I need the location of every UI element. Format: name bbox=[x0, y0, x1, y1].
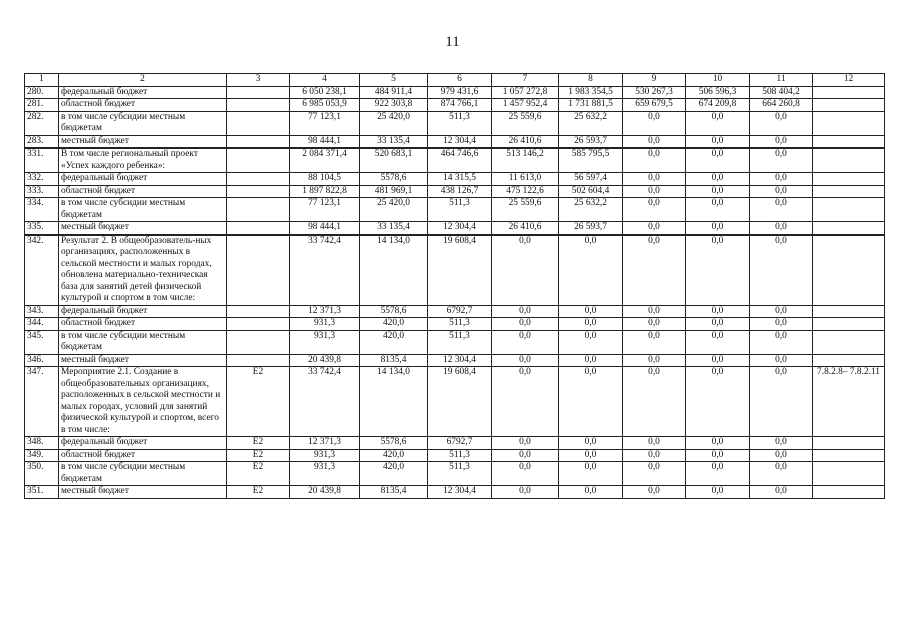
reference-cell bbox=[813, 185, 885, 198]
value-cell: 0,0 bbox=[559, 354, 623, 367]
value-cell: 659 679,5 bbox=[623, 99, 686, 112]
value-cell: 1 457 952,4 bbox=[492, 99, 559, 112]
row-number-cell: 350. bbox=[25, 462, 59, 486]
table-row bbox=[25, 185, 885, 198]
value-cell: 25 632,2 bbox=[559, 111, 623, 135]
reference-cell bbox=[813, 235, 885, 306]
reference-cell bbox=[813, 135, 885, 148]
value-cell: 77 123,1 bbox=[290, 198, 360, 222]
value-cell: 20 439,8 bbox=[290, 486, 360, 499]
value-cell: 0,0 bbox=[623, 173, 686, 186]
table-row bbox=[25, 198, 885, 222]
row-code-cell: Е2 bbox=[227, 462, 290, 486]
value-cell: 20 439,8 bbox=[290, 354, 360, 367]
value-cell: 1 731 881,5 bbox=[559, 99, 623, 112]
value-cell: 502 604,4 bbox=[559, 185, 623, 198]
row-code-cell bbox=[227, 173, 290, 186]
row-code-cell: Е2 bbox=[227, 486, 290, 499]
reference-cell: 7.8.2.8– 7.8.2.11 bbox=[813, 367, 885, 437]
row-code-cell: Е2 bbox=[227, 437, 290, 450]
value-cell: 12 304,4 bbox=[428, 222, 492, 235]
value-cell: 0,0 bbox=[686, 330, 750, 354]
value-cell: 931,3 bbox=[290, 318, 360, 331]
value-cell: 0,0 bbox=[750, 330, 813, 354]
value-cell: 0,0 bbox=[623, 449, 686, 462]
value-cell: 0,0 bbox=[623, 135, 686, 148]
value-cell: 88 104,5 bbox=[290, 173, 360, 186]
row-code-cell bbox=[227, 330, 290, 354]
value-cell: 6 985 053,9 bbox=[290, 99, 360, 112]
value-cell: 0,0 bbox=[623, 462, 686, 486]
row-number-cell: 346. bbox=[25, 354, 59, 367]
value-cell: 0,0 bbox=[750, 198, 813, 222]
row-number-cell: 335. bbox=[25, 222, 59, 235]
value-cell: 0,0 bbox=[623, 185, 686, 198]
row-code-cell: Е2 bbox=[227, 367, 290, 437]
value-cell: 0,0 bbox=[686, 367, 750, 437]
row-code-cell bbox=[227, 86, 290, 99]
value-cell: 98 444,1 bbox=[290, 222, 360, 235]
row-number-cell: 283. bbox=[25, 135, 59, 148]
value-cell: 0,0 bbox=[686, 198, 750, 222]
value-cell: 585 795,5 bbox=[559, 148, 623, 173]
row-number-cell: 333. bbox=[25, 185, 59, 198]
row-number-cell: 282. bbox=[25, 111, 59, 135]
value-cell: 0,0 bbox=[559, 330, 623, 354]
table-row bbox=[25, 99, 885, 112]
value-cell: 511,3 bbox=[428, 330, 492, 354]
value-cell: 513 146,2 bbox=[492, 148, 559, 173]
value-cell: 664 260,8 bbox=[750, 99, 813, 112]
value-cell: 26 593,7 bbox=[559, 222, 623, 235]
table-row bbox=[25, 235, 885, 306]
value-cell: 6792,7 bbox=[428, 305, 492, 318]
row-number-cell: 344. bbox=[25, 318, 59, 331]
table-row bbox=[25, 367, 885, 437]
value-cell: 420,0 bbox=[360, 462, 428, 486]
row-number-cell: 348. bbox=[25, 437, 59, 450]
header-row bbox=[25, 74, 885, 87]
value-cell: 5578,6 bbox=[360, 437, 428, 450]
table-row bbox=[25, 86, 885, 99]
value-cell: 56 597,4 bbox=[559, 173, 623, 186]
value-cell: 77 123,1 bbox=[290, 111, 360, 135]
value-cell: 0,0 bbox=[492, 486, 559, 499]
table-row bbox=[25, 449, 885, 462]
value-cell: 511,3 bbox=[428, 111, 492, 135]
value-cell: 931,3 bbox=[290, 449, 360, 462]
value-cell: 0,0 bbox=[492, 235, 559, 306]
value-cell: 14 315,5 bbox=[428, 173, 492, 186]
reference-cell bbox=[813, 462, 885, 486]
value-cell: 511,3 bbox=[428, 462, 492, 486]
row-code-cell bbox=[227, 354, 290, 367]
table-row bbox=[25, 318, 885, 331]
value-cell: 0,0 bbox=[559, 449, 623, 462]
reference-cell bbox=[813, 305, 885, 318]
value-cell: 12 304,4 bbox=[428, 354, 492, 367]
value-cell: 19 608,4 bbox=[428, 367, 492, 437]
reference-cell bbox=[813, 148, 885, 173]
value-cell: 0,0 bbox=[492, 462, 559, 486]
value-cell: 1 983 354,5 bbox=[559, 86, 623, 99]
table-row bbox=[25, 486, 885, 499]
value-cell: 8135,4 bbox=[360, 354, 428, 367]
reference-cell bbox=[813, 111, 885, 135]
value-cell: 511,3 bbox=[428, 449, 492, 462]
value-cell: 0,0 bbox=[686, 222, 750, 235]
row-name-cell: федеральный бюджет bbox=[59, 305, 227, 318]
value-cell: 0,0 bbox=[559, 486, 623, 499]
value-cell: 25 420,0 bbox=[360, 198, 428, 222]
value-cell: 26 410,6 bbox=[492, 135, 559, 148]
value-cell: 0,0 bbox=[686, 486, 750, 499]
row-name-cell: областной бюджет bbox=[59, 449, 227, 462]
row-code-cell bbox=[227, 111, 290, 135]
value-cell: 1 057 272,8 bbox=[492, 86, 559, 99]
value-cell: 14 134,0 bbox=[360, 235, 428, 306]
column-header: 4 bbox=[290, 74, 360, 87]
reference-cell bbox=[813, 99, 885, 112]
value-cell: 0,0 bbox=[750, 367, 813, 437]
value-cell: 506 596,3 bbox=[686, 86, 750, 99]
value-cell: 33 742,4 bbox=[290, 235, 360, 306]
value-cell: 33 135,4 bbox=[360, 222, 428, 235]
value-cell: 25 559,6 bbox=[492, 198, 559, 222]
row-name-cell: в том числе субсидии местным бюджетам bbox=[59, 462, 227, 486]
value-cell: 0,0 bbox=[686, 173, 750, 186]
value-cell: 2 084 371,4 bbox=[290, 148, 360, 173]
value-cell: 6792,7 bbox=[428, 437, 492, 450]
reference-cell bbox=[813, 437, 885, 450]
row-name-cell: областной бюджет bbox=[59, 99, 227, 112]
value-cell: 484 911,4 bbox=[360, 86, 428, 99]
row-number-cell: 345. bbox=[25, 330, 59, 354]
row-code-cell bbox=[227, 135, 290, 148]
row-name-cell: в том числе субсидии местным бюджетам bbox=[59, 330, 227, 354]
value-cell: 0,0 bbox=[750, 318, 813, 331]
value-cell: 475 122,6 bbox=[492, 185, 559, 198]
reference-cell bbox=[813, 86, 885, 99]
value-cell: 0,0 bbox=[686, 148, 750, 173]
column-header: 6 bbox=[428, 74, 492, 87]
value-cell: 0,0 bbox=[750, 185, 813, 198]
value-cell: 511,3 bbox=[428, 198, 492, 222]
value-cell: 98 444,1 bbox=[290, 135, 360, 148]
value-cell: 0,0 bbox=[686, 235, 750, 306]
value-cell: 0,0 bbox=[623, 330, 686, 354]
row-name-cell: В том числе региональный проект «Успех каждого ребенка»: bbox=[59, 148, 227, 173]
row-code-cell bbox=[227, 99, 290, 112]
row-name-cell: федеральный бюджет bbox=[59, 86, 227, 99]
value-cell: 11 613,0 bbox=[492, 173, 559, 186]
value-cell: 0,0 bbox=[750, 437, 813, 450]
value-cell: 6 050 238,1 bbox=[290, 86, 360, 99]
row-name-cell: областной бюджет bbox=[59, 185, 227, 198]
value-cell: 12 371,3 bbox=[290, 305, 360, 318]
row-number-cell: 343. bbox=[25, 305, 59, 318]
row-code-cell bbox=[227, 185, 290, 198]
value-cell: 0,0 bbox=[686, 462, 750, 486]
row-name-cell: в том числе субсидии местным бюджетам bbox=[59, 111, 227, 135]
row-number-cell: 332. bbox=[25, 173, 59, 186]
reference-cell bbox=[813, 222, 885, 235]
table-row bbox=[25, 437, 885, 450]
row-code-cell bbox=[227, 148, 290, 173]
value-cell: 0,0 bbox=[623, 198, 686, 222]
value-cell: 0,0 bbox=[750, 462, 813, 486]
value-cell: 0,0 bbox=[750, 135, 813, 148]
value-cell: 0,0 bbox=[750, 449, 813, 462]
value-cell: 931,3 bbox=[290, 462, 360, 486]
reference-cell bbox=[813, 449, 885, 462]
value-cell: 0,0 bbox=[623, 437, 686, 450]
column-header: 10 bbox=[686, 74, 750, 87]
value-cell: 0,0 bbox=[492, 330, 559, 354]
value-cell: 874 766,1 bbox=[428, 99, 492, 112]
value-cell: 0,0 bbox=[686, 185, 750, 198]
value-cell: 0,0 bbox=[623, 486, 686, 499]
row-code-cell: Е2 bbox=[227, 449, 290, 462]
column-header: 12 bbox=[813, 74, 885, 87]
table-row bbox=[25, 135, 885, 148]
value-cell: 0,0 bbox=[623, 354, 686, 367]
value-cell: 25 559,6 bbox=[492, 111, 559, 135]
page-number: 11 bbox=[445, 34, 460, 50]
value-cell: 0,0 bbox=[750, 305, 813, 318]
column-header: 11 bbox=[750, 74, 813, 87]
value-cell: 26 410,6 bbox=[492, 222, 559, 235]
table-row bbox=[25, 148, 885, 173]
value-cell: 0,0 bbox=[492, 367, 559, 437]
value-cell: 508 404,2 bbox=[750, 86, 813, 99]
reference-cell bbox=[813, 318, 885, 331]
value-cell: 0,0 bbox=[559, 462, 623, 486]
value-cell: 0,0 bbox=[750, 486, 813, 499]
value-cell: 420,0 bbox=[360, 330, 428, 354]
table-row bbox=[25, 173, 885, 186]
column-header: 3 bbox=[227, 74, 290, 87]
value-cell: 0,0 bbox=[750, 222, 813, 235]
value-cell: 0,0 bbox=[559, 235, 623, 306]
value-cell: 0,0 bbox=[686, 318, 750, 331]
row-code-cell bbox=[227, 318, 290, 331]
value-cell: 1 897 822,8 bbox=[290, 185, 360, 198]
value-cell: 0,0 bbox=[623, 367, 686, 437]
value-cell: 420,0 bbox=[360, 318, 428, 331]
value-cell: 0,0 bbox=[623, 305, 686, 318]
row-name-cell: федеральный бюджет bbox=[59, 437, 227, 450]
column-header: 9 bbox=[623, 74, 686, 87]
value-cell: 530 267,3 bbox=[623, 86, 686, 99]
value-cell: 25 632,2 bbox=[559, 198, 623, 222]
value-cell: 0,0 bbox=[750, 148, 813, 173]
value-cell: 0,0 bbox=[492, 354, 559, 367]
row-code-cell bbox=[227, 235, 290, 306]
value-cell: 0,0 bbox=[623, 235, 686, 306]
value-cell: 14 134,0 bbox=[360, 367, 428, 437]
value-cell: 0,0 bbox=[686, 111, 750, 135]
value-cell: 979 431,6 bbox=[428, 86, 492, 99]
value-cell: 438 126,7 bbox=[428, 185, 492, 198]
row-number-cell: 281. bbox=[25, 99, 59, 112]
value-cell: 0,0 bbox=[623, 222, 686, 235]
value-cell: 931,3 bbox=[290, 330, 360, 354]
row-name-cell: Результат 2. В общеобразователь-ных организациях, расположенных в сельской местности и малых городах, обновлена материально-техническая база для занятий детей физической культурой и спортом в том числе: bbox=[59, 235, 227, 306]
row-name-cell: Мероприятие 2.1. Создание в общеобразовательных организациях, расположенных в сельской местности и малых городах, условий для занятий физической культурой и спортом, всего в том числе: bbox=[59, 367, 227, 437]
table-row bbox=[25, 111, 885, 135]
value-cell: 0,0 bbox=[686, 437, 750, 450]
value-cell: 420,0 bbox=[360, 449, 428, 462]
table-row bbox=[25, 462, 885, 486]
value-cell: 0,0 bbox=[559, 305, 623, 318]
value-cell: 0,0 bbox=[686, 354, 750, 367]
table-row bbox=[25, 354, 885, 367]
row-name-cell: местный бюджет bbox=[59, 222, 227, 235]
value-cell: 0,0 bbox=[492, 437, 559, 450]
value-cell: 0,0 bbox=[492, 318, 559, 331]
value-cell: 0,0 bbox=[623, 148, 686, 173]
value-cell: 0,0 bbox=[750, 173, 813, 186]
value-cell: 0,0 bbox=[750, 235, 813, 306]
column-header: 8 bbox=[559, 74, 623, 87]
value-cell: 464 746,6 bbox=[428, 148, 492, 173]
table-row bbox=[25, 305, 885, 318]
value-cell: 5578,6 bbox=[360, 173, 428, 186]
value-cell: 12 304,4 bbox=[428, 135, 492, 148]
value-cell: 0,0 bbox=[686, 135, 750, 148]
value-cell: 0,0 bbox=[686, 449, 750, 462]
value-cell: 0,0 bbox=[750, 111, 813, 135]
column-header: 1 bbox=[25, 74, 59, 87]
value-cell: 8135,4 bbox=[360, 486, 428, 499]
value-cell: 0,0 bbox=[623, 318, 686, 331]
value-cell: 674 209,8 bbox=[686, 99, 750, 112]
row-number-cell: 349. bbox=[25, 449, 59, 462]
value-cell: 0,0 bbox=[492, 305, 559, 318]
value-cell: 33 135,4 bbox=[360, 135, 428, 148]
value-cell: 19 608,4 bbox=[428, 235, 492, 306]
value-cell: 0,0 bbox=[623, 111, 686, 135]
reference-cell bbox=[813, 330, 885, 354]
row-code-cell bbox=[227, 222, 290, 235]
row-name-cell: местный бюджет bbox=[59, 486, 227, 499]
column-header: 5 bbox=[360, 74, 428, 87]
row-number-cell: 347. bbox=[25, 367, 59, 437]
value-cell: 0,0 bbox=[559, 367, 623, 437]
value-cell: 520 683,1 bbox=[360, 148, 428, 173]
reference-cell bbox=[813, 198, 885, 222]
reference-cell bbox=[813, 173, 885, 186]
row-number-cell: 351. bbox=[25, 486, 59, 499]
row-name-cell: областной бюджет bbox=[59, 318, 227, 331]
value-cell: 12 304,4 bbox=[428, 486, 492, 499]
column-header: 2 bbox=[59, 74, 227, 87]
value-cell: 922 303,8 bbox=[360, 99, 428, 112]
row-name-cell: в том числе субсидии местным бюджетам bbox=[59, 198, 227, 222]
value-cell: 25 420,0 bbox=[360, 111, 428, 135]
row-name-cell: федеральный бюджет bbox=[59, 173, 227, 186]
column-header: 7 bbox=[492, 74, 559, 87]
value-cell: 0,0 bbox=[492, 449, 559, 462]
row-number-cell: 280. bbox=[25, 86, 59, 99]
reference-cell bbox=[813, 486, 885, 499]
row-number-cell: 342. bbox=[25, 235, 59, 306]
value-cell: 511,3 bbox=[428, 318, 492, 331]
value-cell: 5578,6 bbox=[360, 305, 428, 318]
budget-table bbox=[24, 73, 885, 499]
row-number-cell: 334. bbox=[25, 198, 59, 222]
value-cell: 33 742,4 bbox=[290, 367, 360, 437]
row-number-cell: 331. bbox=[25, 148, 59, 173]
row-code-cell bbox=[227, 305, 290, 318]
value-cell: 12 371,3 bbox=[290, 437, 360, 450]
value-cell: 481 969,1 bbox=[360, 185, 428, 198]
value-cell: 0,0 bbox=[559, 437, 623, 450]
row-code-cell bbox=[227, 198, 290, 222]
reference-cell bbox=[813, 354, 885, 367]
value-cell: 26 593,7 bbox=[559, 135, 623, 148]
value-cell: 0,0 bbox=[559, 318, 623, 331]
table-row bbox=[25, 222, 885, 235]
row-name-cell: местный бюджет bbox=[59, 135, 227, 148]
value-cell: 0,0 bbox=[750, 354, 813, 367]
row-name-cell: местный бюджет bbox=[59, 354, 227, 367]
table-row bbox=[25, 330, 885, 354]
value-cell: 0,0 bbox=[686, 305, 750, 318]
